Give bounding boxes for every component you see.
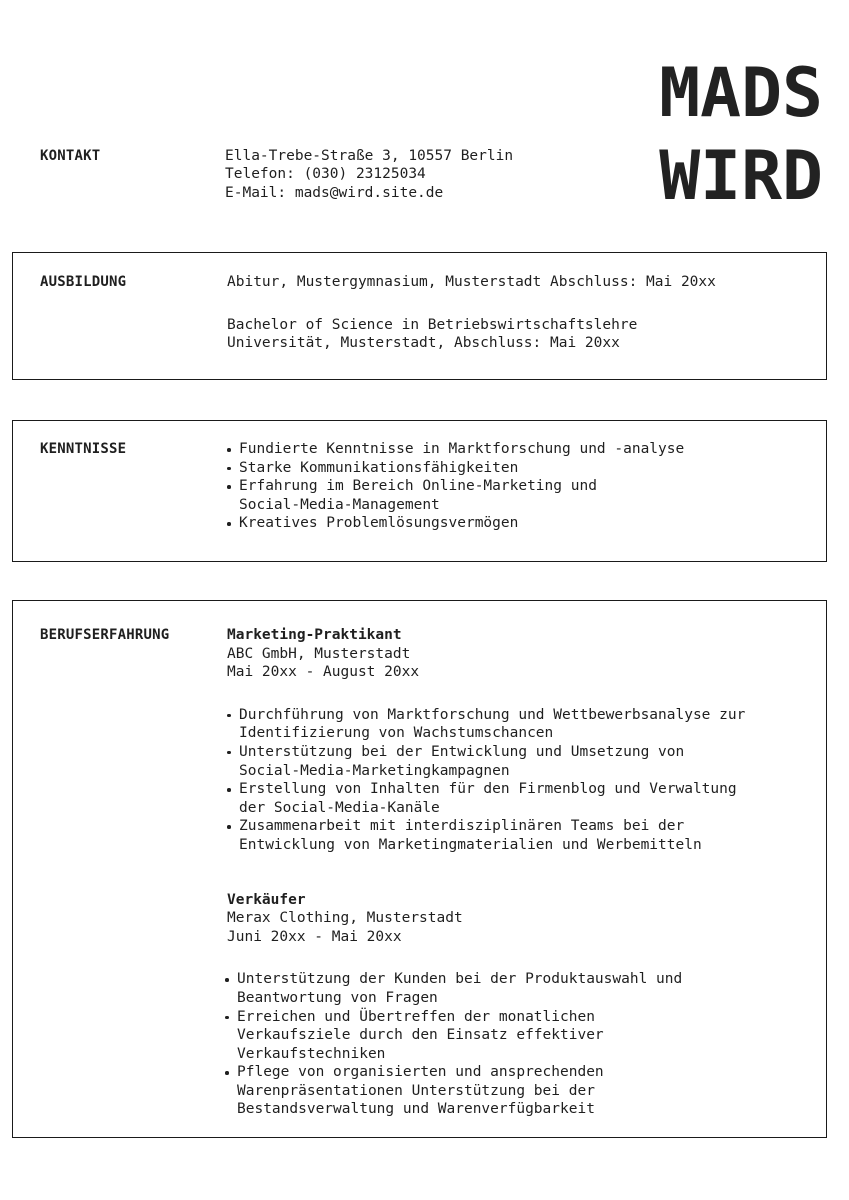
job-task: Unterstützung bei der Entwicklung und Umsetzung von Social-Media-Marketingkampagnen (227, 743, 745, 780)
job-task: Erstellung von Inhalten für den Firmenblog und Verwaltung der Social-Media-Kanäle (227, 780, 745, 817)
contact-address: Ella-Trebe-Straße 3, 10557 Berlin (225, 148, 514, 164)
skill-item: Fundierte Kenntnisse in Marktforschung und -analyse (227, 440, 684, 459)
education-entry: Abitur, Mustergymnasium, Musterstadt Abschluss: Mai 20xx (227, 274, 716, 290)
skill-item: Erfahrung im Bereich Online-Marketing und Social-Media-Management (227, 477, 684, 514)
education-content (227, 273, 716, 353)
job-title: Verkäufer (227, 891, 306, 908)
job-entry (227, 891, 745, 1120)
contact-label: KONTAKT (40, 148, 101, 164)
contact-phone: Telefon: (030) 23125034 (225, 166, 426, 183)
name-line-first: MADS (659, 54, 823, 133)
job-task: Durchführung von Marktforschung und Wettbewerbsanalyse zur Identifizierung von Wachstumschancen (227, 706, 745, 743)
name-line-last: WIRD (659, 137, 823, 216)
name-heading (659, 52, 823, 218)
job-entry (227, 626, 745, 855)
job-period: Mai 20xx - August 20xx (227, 664, 420, 681)
experience-content (227, 626, 745, 1119)
education-entry: Bachelor of Science in Betriebswirtschaftslehre Universität, Musterstadt, Abschluss: Mai 20xx (227, 316, 638, 352)
skill-item: Starke Kommunikationsfähigkeiten (227, 459, 684, 478)
contact-email: E-Mail: mads@wird.site.de (225, 184, 444, 201)
skills-content (227, 440, 684, 533)
job-task-list (225, 970, 745, 1119)
skill-item: Kreatives Problemlösungsvermögen (227, 514, 684, 533)
job-task-list (227, 706, 745, 855)
job-task: Unterstützung der Kunden bei der Produktauswahl und Beantwortung von Fragen (225, 970, 745, 1007)
skills-label: KENNTNISSE (40, 441, 127, 457)
experience-label: BERUFSERFAHRUNG (40, 627, 170, 643)
job-company: ABC GmbH, Musterstadt (227, 645, 411, 662)
job-period: Juni 20xx - Mai 20xx (227, 928, 402, 945)
job-task: Erreichen und Übertreffen der monatlichen Verkaufsziele durch den Einsatz effektiver Verkaufstechniken (225, 1008, 745, 1064)
job-task: Zusammenarbeit mit interdisziplinären Teams bei der Entwicklung von Marketingmaterialien und Werbemitteln (227, 817, 745, 854)
contact-details (225, 147, 513, 202)
education-label: AUSBILDUNG (40, 274, 127, 290)
skills-list (227, 440, 684, 533)
job-task: Pflege von organisierten und ansprechenden Warenpräsentationen Unterstützung bei der Bestandsverwaltung und Warenverfügbarkeit (225, 1063, 745, 1119)
job-company: Merax Clothing, Musterstadt (227, 910, 463, 927)
job-title: Marketing-Praktikant (227, 627, 402, 643)
